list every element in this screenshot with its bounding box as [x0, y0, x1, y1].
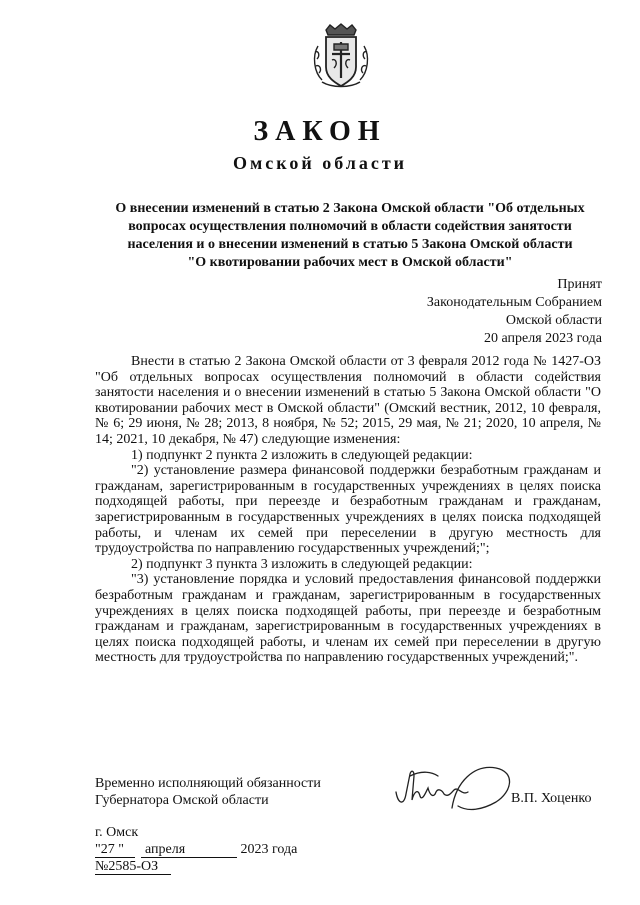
adopted-date: 20 апреля 2023 года [484, 331, 602, 346]
position-line: Временно исполняющий обязанности [95, 776, 321, 791]
law-number-line [95, 858, 297, 875]
adopted-region: Омской области [505, 313, 602, 328]
position-line: Губернатора Омской области [95, 793, 269, 808]
city: г. Омск [95, 825, 139, 840]
law-number: №2585-ОЗ [95, 860, 171, 875]
subject-line: "О квотировании рабочих мест в Омской области" [187, 255, 513, 270]
adoption-block [427, 276, 602, 348]
adopted-by: Законодательным Собранием [426, 295, 602, 310]
item-1-intro: 1) подпункт 2 пункта 2 изложить в следующей редакции: [131, 447, 473, 463]
adopted-label: Принят [557, 277, 602, 292]
date-month: апреля [141, 843, 237, 858]
signatory-name: В.П. Хоценко [511, 791, 592, 806]
subject-line: населения и о внесении изменений в статью 5 Закона Омской области [127, 237, 573, 252]
subject-line: вопросах осуществления полномочий в области содействия занятости [128, 219, 572, 234]
body-intro: Внести в статью 2 Закона Омской области от 3 февраля 2012 года № 1427-ОЗ "Об отдельных вопросах осуществления полномочий в области содействия занятости населения и о внесении изменений в статью 5 Закона Омской области "О квотировании рабочих мест в Омской области" (Омский вестник, 2012, 10 февраля, № 6; 29 июня, № 28; 2013, 8 ноября, № 52; 2015, 29 мая, № 21; 2020, 10 апреля, № 14; 2021, 10 декабря, № 47) следующие изменения: [95, 354, 601, 447]
item-2-text: "3) установление порядка и условий предоставления финансовой поддержки безработным гражданам и гражданам, зарегистрированным в государственных учреждениях в целях поиска подходящей работы, при переезде и безработным гражданам и гражданам, зарегистрированным в государственных учреждениях в целях поиска подходящей работы, и членам их семей при переселении в другую местность для трудоустройства по направлению государственных учреждений;". [95, 572, 601, 666]
date-year: 2023 года [240, 842, 298, 857]
law-title: ЗАКОН [253, 116, 387, 147]
law-subject [90, 200, 610, 272]
subject-line: О внесении изменений в статью 2 Закона Омской области "Об отдельных [115, 201, 585, 216]
item-2-intro: 2) подпункт 3 пункта 3 изложить в следующей редакции: [131, 556, 473, 572]
signatory-position [95, 775, 321, 809]
item-1-text: "2) установление размера финансовой поддержки безработным гражданам и гражданам, зарегистрированным в государственных учреждениях в целях поиска подходящей работы, при переезде и безработным гражданам и гражданам, зарегистрированным в государственных учреждениях в целях поиска подходящей работы, и членам их семей при переселении в другую местность для трудоустройства по направлению государственных учреждений;"; [95, 463, 601, 557]
coat-of-arms-icon [310, 22, 372, 90]
date-line [95, 841, 297, 858]
handwritten-signature [392, 762, 522, 822]
document-footer [95, 824, 297, 875]
law-body [95, 354, 601, 666]
date-day: "27 " [95, 843, 135, 858]
region-title: Омской области [232, 153, 408, 173]
